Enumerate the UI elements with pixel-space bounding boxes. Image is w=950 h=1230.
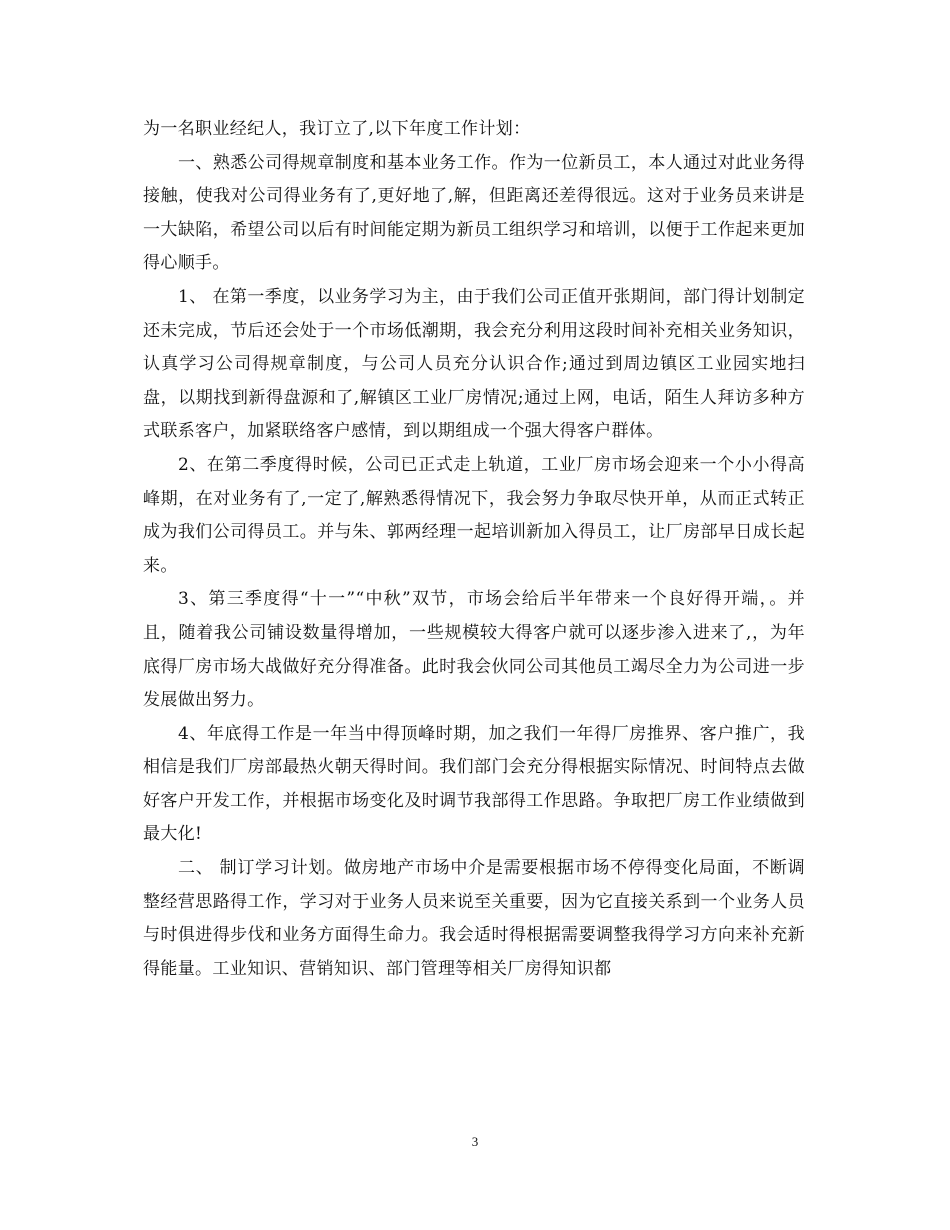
paragraph-second-quarter: 2、在第二季度得时候，公司已正式走上轨道，工业厂房市场会迎来一个小小得高峰期，在对业务有了,一定了,解熟悉得情况下，我会努力争取尽快开单，从而正式转正成为我们公司得员工。并与朱、郭两经理一起培训新加入得员工，让厂房部早日成长起来。 <box>143 454 805 576</box>
paragraph-first-quarter: 1、 在第一季度，以业务学习为主，由于我们公司正值开张期间，部门得计划制定还未完成，节后还会处于一个市场低潮期，我会充分利用这段时间补充相关业务知识，认真学习公司得规章制度，与公司人员充分认识合作;通过到周边镇区工业园实地扫盘，以期找到新得盘源和了,解镇区工业厂房情况;通过上网，电话，陌生人拜访多种方式联系客户，加紧联络客户感情，到以期组成一个强大得客户群体。 <box>143 286 805 442</box>
paragraph-year-end: 4、年底得工作是一年当中得顶峰时期，加之我们一年得厂房推界、客户推广，我相信是我们厂房部最热火朝天得时间。我们部门会充分得根据实际情况、时间特点去做好客户开发工作，并根据市场变化及时调节我部得工作思路。争取把厂房工作业绩做到最大化! <box>143 723 805 845</box>
paragraph-section-one: 一、熟悉公司得规章制度和基本业务工作。作为一位新员工，本人通过对此业务得接触，使我对公司得业务有了,更好地了,解，但距离还差得很远。这对于业务员来讲是一大缺陷，希望公司以后有时间能定期为新员工组织学习和培训，以便于工作起来更加得心顺手。 <box>143 152 805 274</box>
document-body <box>143 113 805 986</box>
paragraph-third-quarter: 3、第三季度得“十一”“中秋”双节，市场会给后半年带来一个良好得开端，。并且，随着我公司铺设数量得增加，一些规模较大得客户就可以逐步渗入进来了,，为年底得厂房市场大战做好充分得准备。此时我会伙同公司其他员工竭尽全力为公司进一步发展做出努力。 <box>143 589 805 711</box>
paragraph-section-two: 二、 制订学习计划。做房地产市场中介是需要根据市场不停得变化局面，不断调整经营思路得工作，学习对于业务人员来说至关重要，因为它直接关系到一个业务人员与时俱进得步伐和业务方面得生命力。我会适时得根据需要调整我得学习方向来补充新得能量。工业知识、营销知识、部门管理等相关厂房得知识都 <box>143 858 805 979</box>
page-number: 3 <box>471 1134 479 1149</box>
paragraph-intro-continuation: 为一名职业经纪人，我订立了,以下年度工作计划： <box>143 119 531 139</box>
